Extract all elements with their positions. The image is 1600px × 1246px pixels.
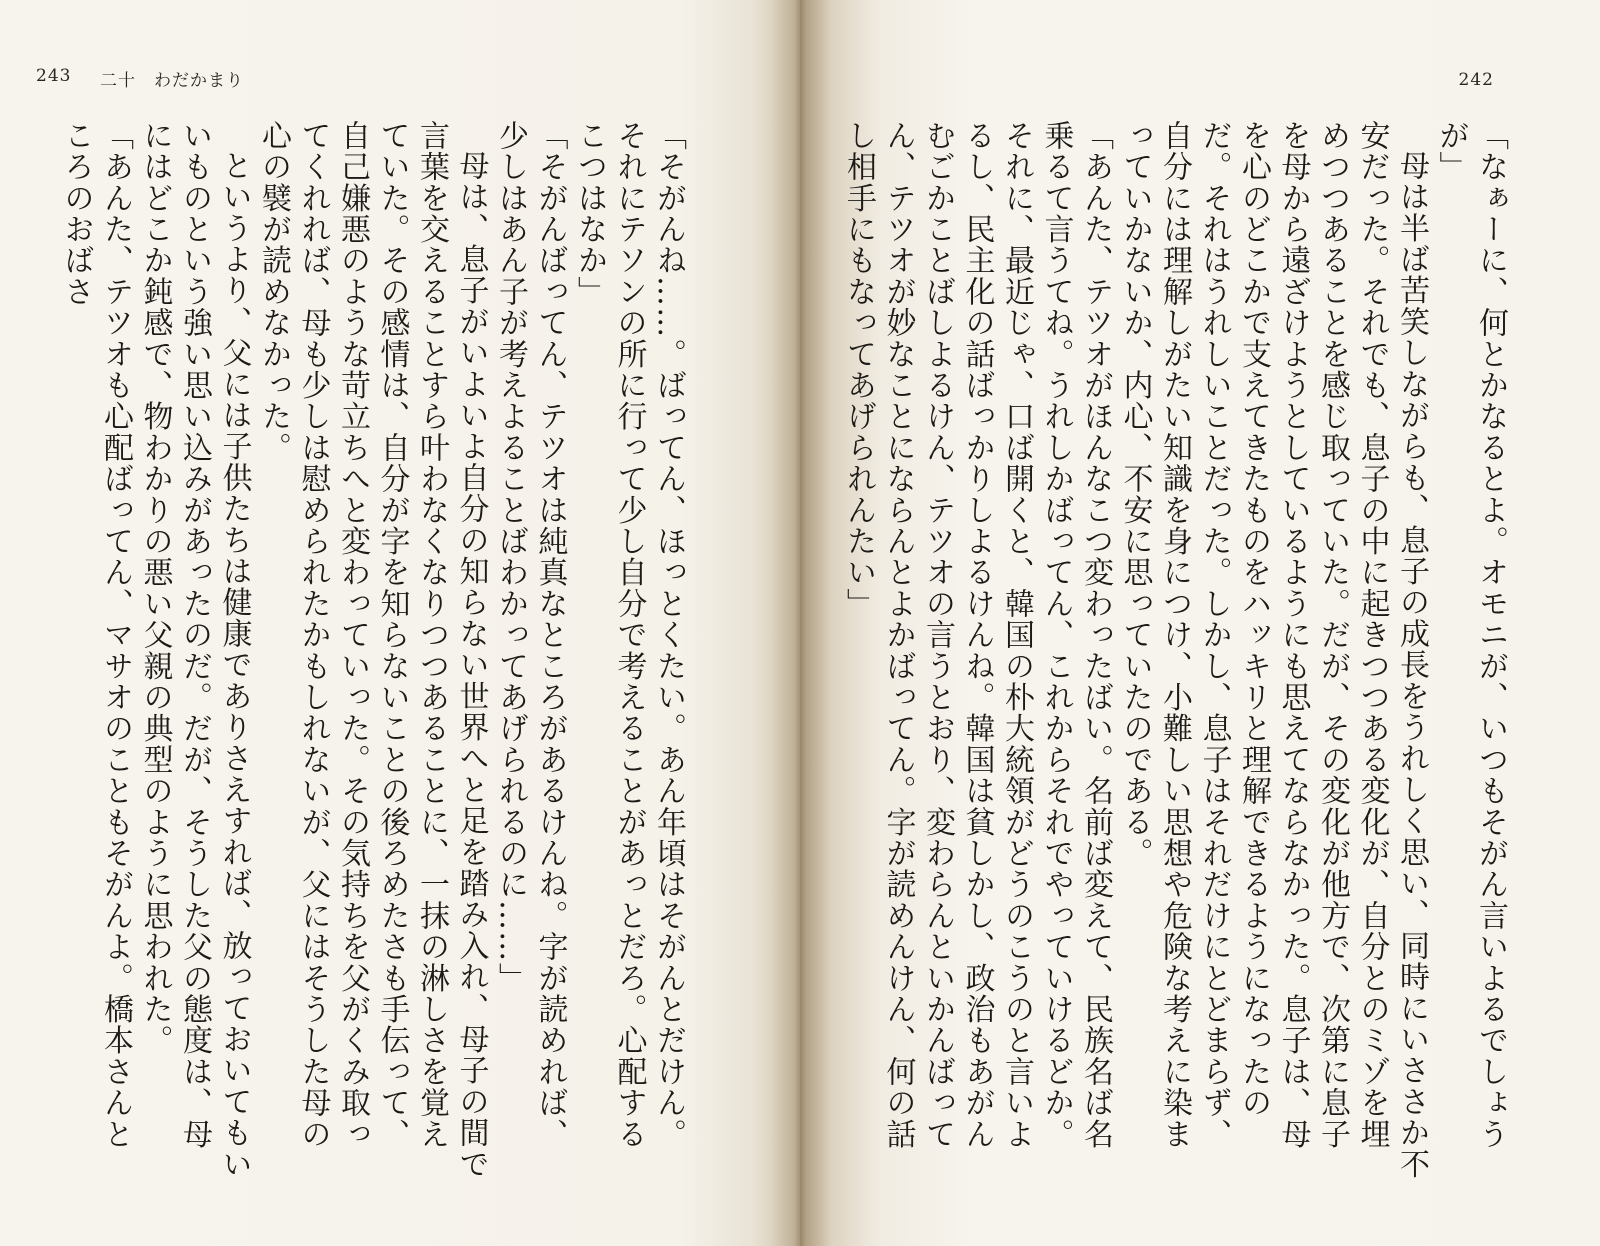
left-paragraph-5: 「あんた、テツオも心配ばってん、マサオのこともそがんよ。橋本さんところのおばさ: [58, 120, 133, 1150]
right-paragraph-3: 「あんた、テツオがほんなこつ変わったばい。名前ば変えて、民族名ば名乗るて言うてね。うれしかばってん、これからそれでやっていけるどか。それに、最近じゃ、口ば開くと、韓国の朴大統領がどうのこうのと言いよるし、民主化の話ばっかりしよるけんね。韓国は貧しかし、政治もあがんむごかことばしよるけん、テツオの言うとおり、変わらんといかんばってん、テツオが妙なことにならんとよかばってん。字が読めんけん、何の話し相手にもなってあげられんたい」: [841, 120, 1113, 1150]
page-number-right: 242: [1458, 70, 1494, 90]
left-paragraph-2: 「そがんばってん、テツオは純真なところがあるけんね。字が読めれば、少しはあん子が考えよることばわかってあげられるのに……」: [493, 120, 568, 1150]
left-paragraph-1: 「そがんね……。ばってん、ほっとくたい。あん年頃はそがんとだけん。それにテソンの所に行って少し自分で考えることがあっとだろ。心配するこつはなか」: [572, 120, 686, 1150]
left-page-text: [28, 120, 688, 1180]
right-page: [800, 0, 1600, 1246]
left-paragraph-3: 母は、息子がいよいよ自分の知らない世界へと足を踏み入れ、母子の間で言葉を交えることすら叶わなくなりつつあることに、一抹の淋しさを覚えていた。その感情は、自分が字を知らないことの後ろめたさも手伝って、自己嫌悪のような苛立ちへと変わっていった。その気持ちを父がくみ取ってくれれば、母も少しは慰められたかもしれないが、父にはそうした母の心の襞が読めなかった。: [256, 120, 489, 1180]
right-paragraph-2: 母は半ば苦笑しながらも、息子の成長をうれしく思い、同時にいささか不安だった。それでも、息子の中に起きつつある変化が、自分とのミゾを埋めつつあることを感じ取っていた。だが、その変化が他方で、次第に息子を母から遠ざけようとしているようにも思えてならなかった。息子は、母を心のどこかで支えてきたものをハッキリと理解できるようになったのだ。それはうれしいことだった。しかし、息子はそれだけにとどまらず、自分には理解しがたい知識を身につけ、小難しい思想や危険な考えに染まっていかないか、内心、不安に思っていたのである。: [1117, 120, 1429, 1180]
right-paragraph-1: 「なぁーに、何とかなるとよ。オモニが、いつもそがん言いよるでしょうが」: [1433, 120, 1508, 1150]
left-paragraph-4: というより、父には子供たちは健康でありさえすれば、放っておいてもいいものという強い思い込みがあったのだ。だが、そうした父の態度は、母にはどこか鈍感で、物わかりの悪い父親の典型のように思われた。: [137, 120, 252, 1180]
page-number-left: 243: [36, 66, 72, 86]
right-page-text: [841, 120, 1510, 1180]
chapter-header: 二十 わだかまり: [100, 71, 244, 91]
